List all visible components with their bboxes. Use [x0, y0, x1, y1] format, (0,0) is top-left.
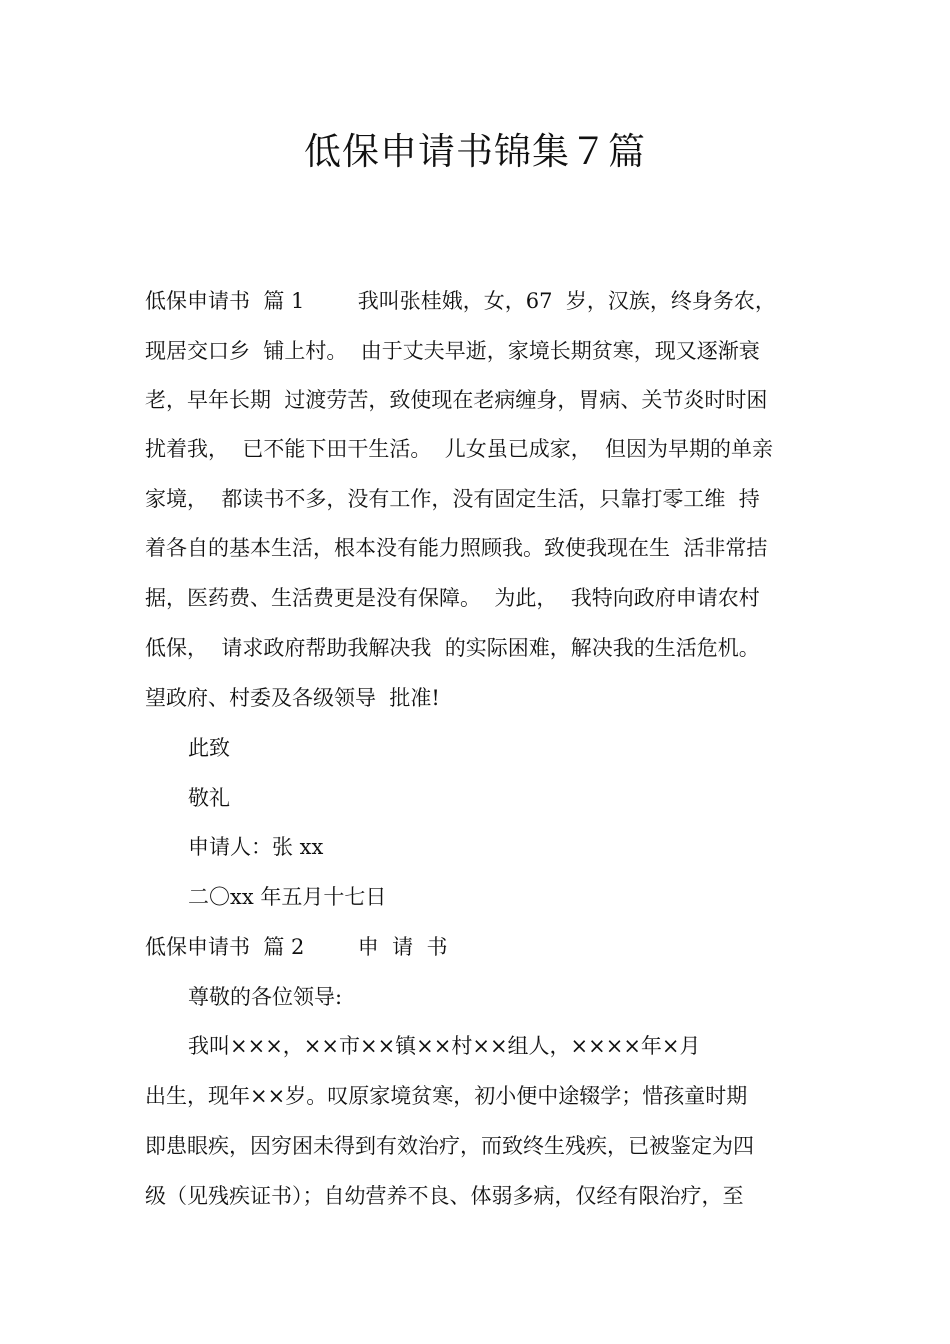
closing-salutation: 此致	[188, 736, 230, 760]
text-line: 老，早年长期 过渡劳苦，致使现在老病缠身，胃病、关节炎时时困	[145, 388, 768, 412]
closing-regards: 敬礼	[188, 786, 230, 810]
text-line: 我叫×××，××市××镇××村××组人，××××年×月	[188, 1034, 701, 1058]
page-title: 低保申请书锦集７篇	[304, 130, 646, 173]
text-line: 即患眼疾，因穷困未得到有效治疗，而致终生残疾，已被鉴定为四	[145, 1134, 754, 1158]
text-line: 家境， 都读书不多，没有工作，没有固定生活，只靠打零工维 持	[145, 487, 760, 511]
text-line: 望政府、村委及各级领导 批准!	[145, 686, 440, 710]
text-line: 出生，现年××岁。叹原家境贫寒，初小便中途辍学；惜孩童时期	[145, 1084, 748, 1108]
text-line: 低保申请书 篇 1 我叫张桂娥，女，67 岁，汉族，终身务农，	[145, 289, 776, 313]
section-heading: 低保申请书 篇 2 申 请 书	[145, 935, 448, 959]
text-line: 级（见残疾证书）；自幼营养不良、体弱多病，仅经有限治疗，至	[145, 1184, 744, 1208]
text-line: 现居交口乡 铺上村。 由于丈夫早逝，家境长期贫寒，现又逐渐衰	[145, 339, 760, 363]
text-line: 低保， 请求政府帮助我解决我 的实际困难，解决我的生活危机。	[145, 636, 760, 660]
text-line: 着各自的基本生活，根本没有能力照顾我。致使我现在生 活非常拮	[145, 536, 768, 560]
applicant-signature: 申请人：张 xx	[188, 835, 324, 859]
greeting-line: 尊敬的各位领导:	[188, 985, 343, 1009]
letter-date: 二〇xx 年五月十七日	[188, 885, 387, 909]
text-line: 扰着我， 已不能下田干生活。 儿女虽已成家， 但因为早期的单亲	[145, 437, 774, 461]
text-line: 据，医药费、生活费更是没有保障。 为此， 我特向政府申请农村	[145, 586, 760, 610]
